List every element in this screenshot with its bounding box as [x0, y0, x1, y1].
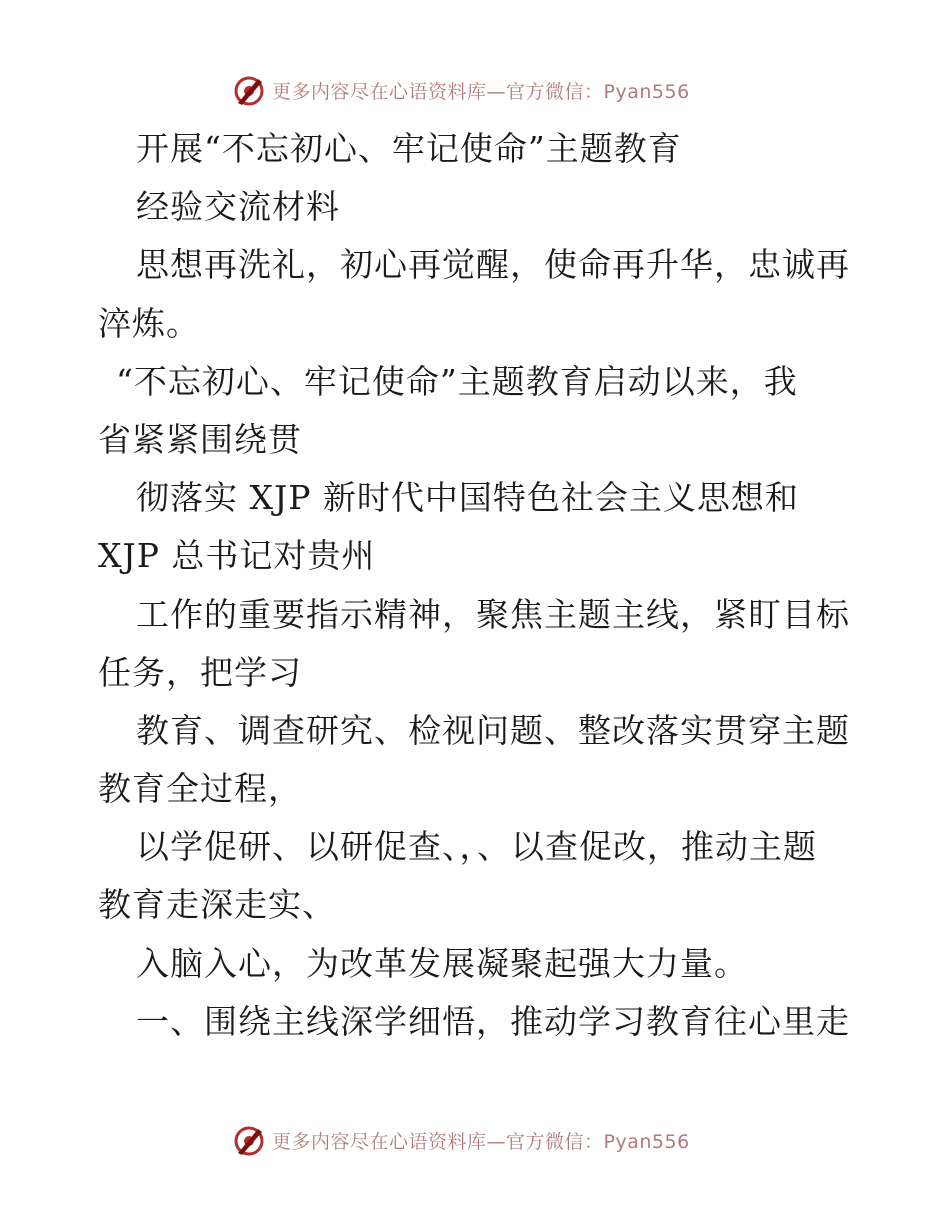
watermark-text: 更多内容尽在心语资料库—官方微信：Pyan556	[272, 1130, 690, 1153]
paragraph-line: 工作的重要指示精神，聚焦主题主线，紧盯目标	[136, 594, 850, 634]
watermark-banner-bottom	[232, 1120, 752, 1160]
paragraph-line: 思想再洗礼，初心再觉醒，使命再升华，忠诚再	[136, 245, 850, 285]
paragraph-line: 教育、调查研究、检视问题、整改落实贯穿主题	[136, 710, 850, 750]
paragraph-line: 任务，把学习	[98, 652, 302, 692]
document-title-line-2: 经验交流材料	[136, 187, 340, 227]
paragraph-line: 教育走深走实、	[98, 885, 336, 925]
seal-pen-logo-icon	[232, 1123, 266, 1157]
document-body	[98, 120, 854, 1051]
watermark-banner-top	[232, 70, 752, 110]
section-heading: 一、围绕主线深学细悟，推动学习教育往心里走	[136, 1001, 850, 1041]
paragraph-line: “不忘初心、牢记使命”主题教育启动以来，我	[116, 361, 798, 401]
paragraph-line: 彻落实 XJP 新时代中国特色社会主义思想和	[136, 478, 799, 518]
paragraph-line: 淬炼。	[98, 303, 200, 343]
paragraph-line: 入脑入心，为改革发展凝聚起强大力量。	[136, 943, 748, 983]
document-title-line-1: 开展“不忘初心、牢记使命”主题教育	[136, 129, 682, 168]
seal-pen-logo-icon	[232, 73, 266, 107]
paragraph-line: 省紧紧围绕贯	[98, 419, 302, 459]
watermark-text: 更多内容尽在心语资料库—官方微信：Pyan556	[272, 80, 690, 103]
paragraph-line: 教育全过程，	[98, 769, 302, 809]
paragraph-line: 以学促研、以研促查、，、以查促改，推动主题	[136, 827, 817, 867]
paragraph-line: XJP 总书记对贵州	[98, 536, 376, 576]
